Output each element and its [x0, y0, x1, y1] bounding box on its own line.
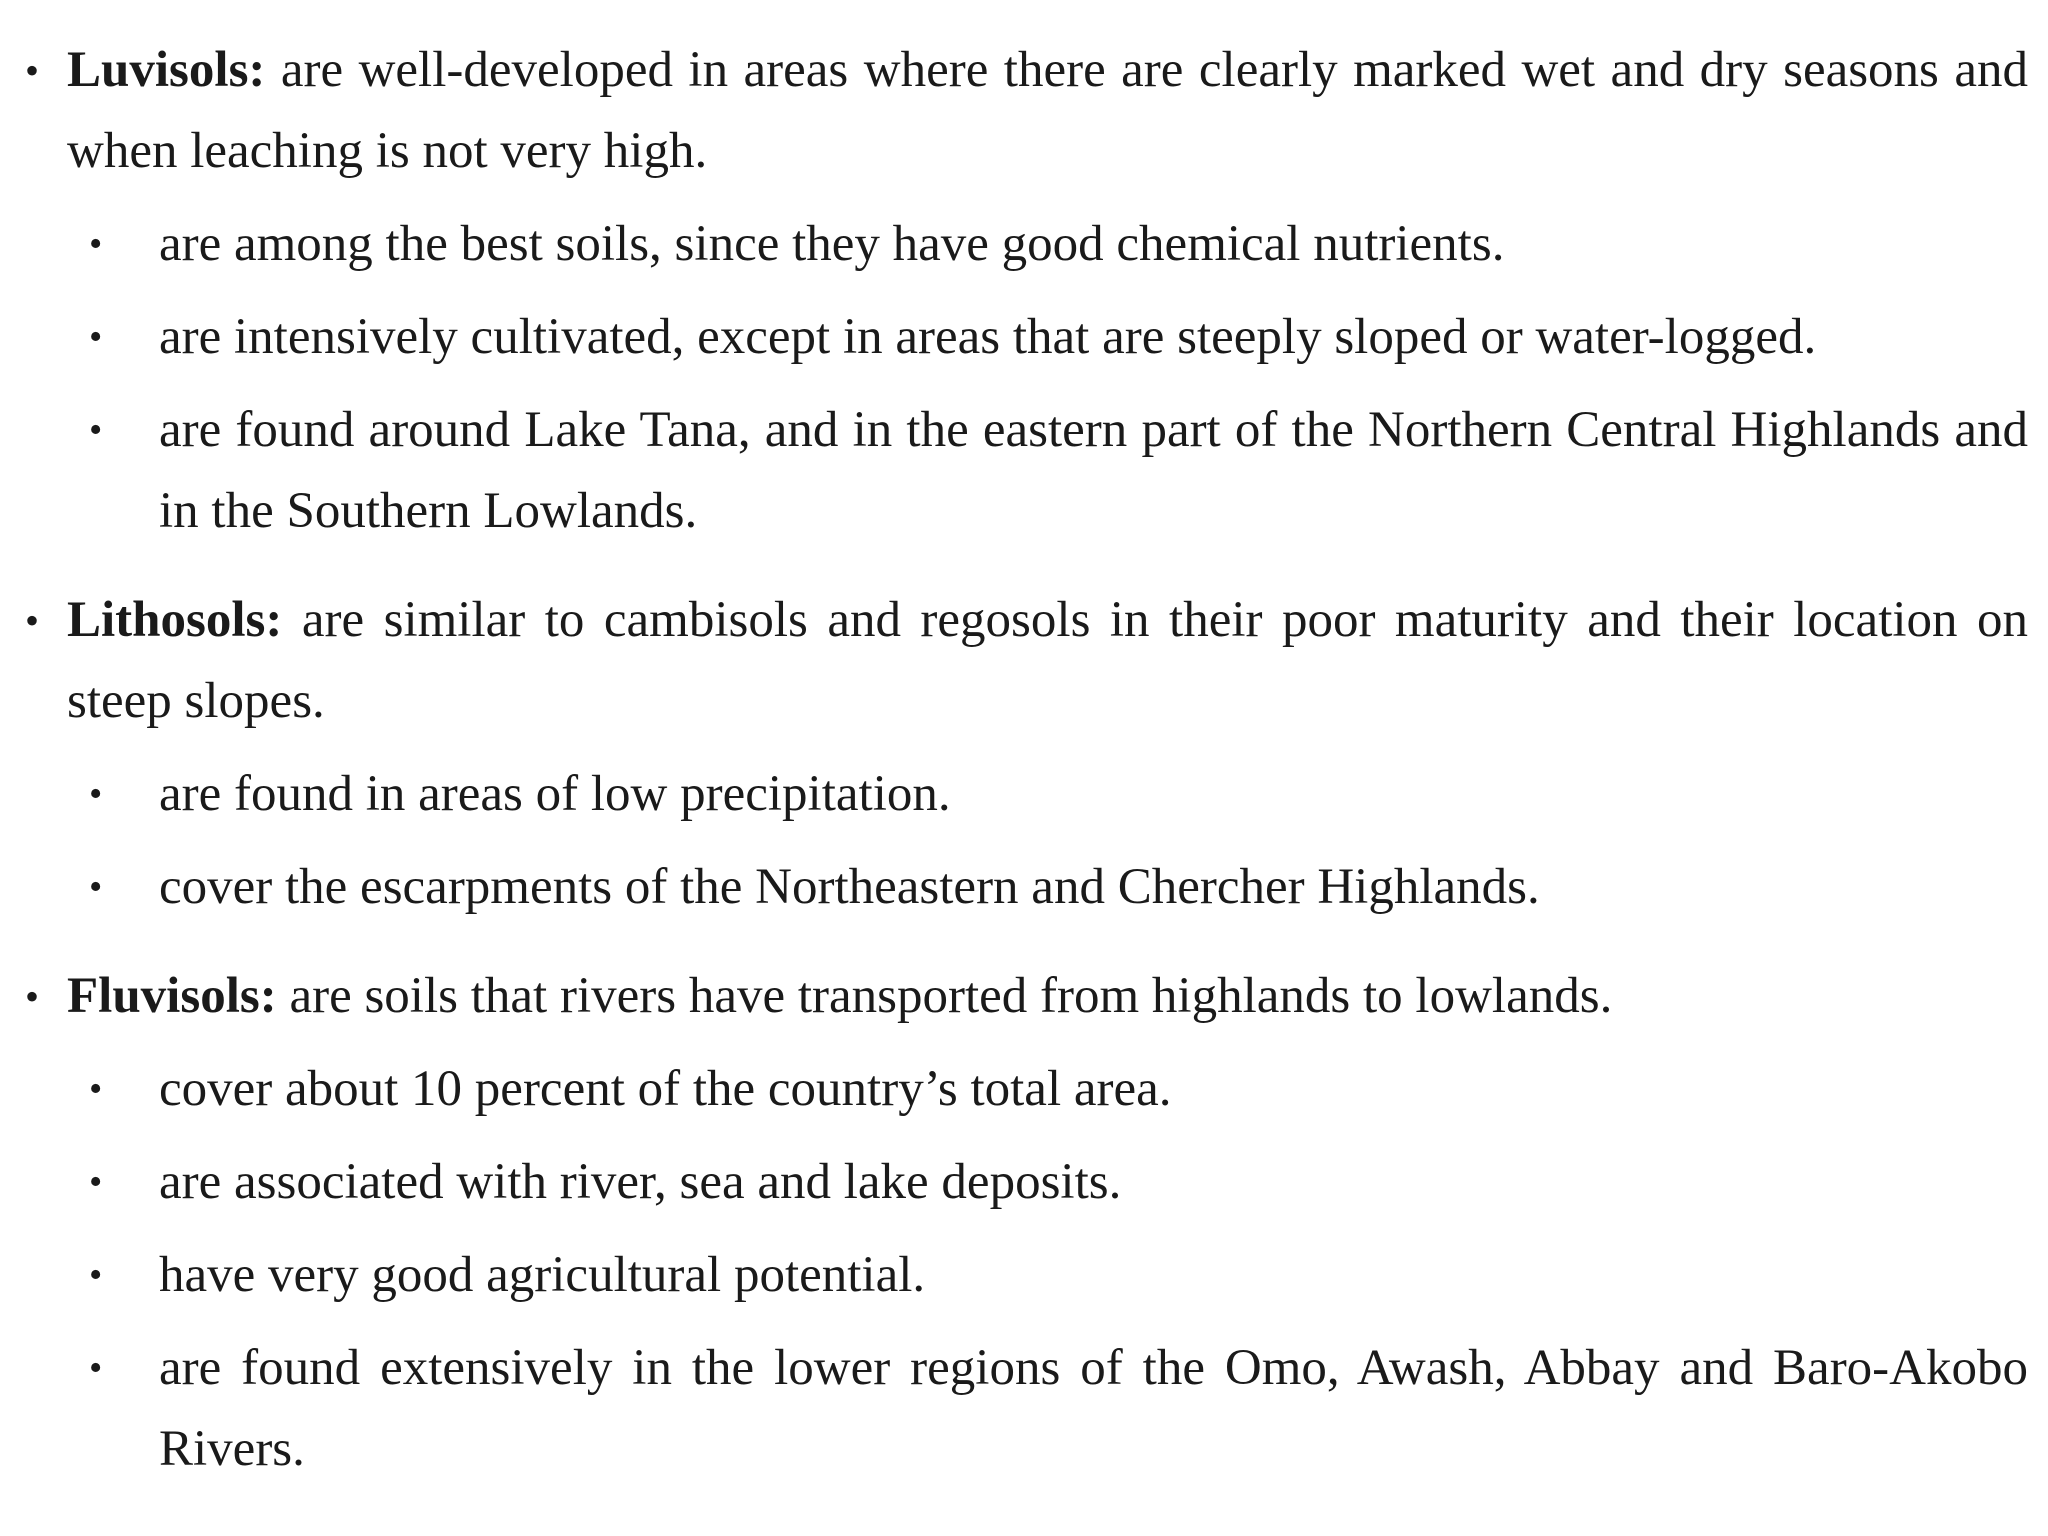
bullet-icon: •: [89, 1347, 103, 1389]
bullet-icon: •: [25, 974, 40, 1019]
list-item: [67, 204, 2028, 285]
term-label: Lithosols:: [67, 592, 283, 648]
term-label: Luvisols:: [67, 42, 266, 98]
section-paragraph: [67, 956, 2028, 1037]
list-item: [67, 847, 2028, 928]
list-item: [67, 1049, 2028, 1130]
soil-section-luvisols: [25, 30, 2028, 552]
sub-point-text: cover about 10 percent of the country’s total area.: [159, 1061, 1172, 1117]
sub-point-text: cover the escarpments of the Northeastern and Chercher Highlands.: [159, 859, 1540, 915]
bullet-icon: •: [89, 316, 103, 358]
sub-point-list: [67, 1049, 2028, 1490]
term-description: are soils that rivers have transported from highlands to lowlands.: [289, 968, 1613, 1024]
sub-point-text: are found around Lake Tana, and in the eastern part of the Northern Central Highlands and in the Southern Lowlands.: [159, 402, 2028, 539]
list-item: [67, 1328, 2028, 1490]
list-item: [67, 1142, 2028, 1223]
sub-point-list: [67, 754, 2028, 928]
sub-point-text: are among the best soils, since they have good chemical nutrients.: [159, 216, 1505, 272]
sub-point-list: [67, 204, 2028, 552]
bullet-icon: •: [25, 598, 40, 643]
section-paragraph: [67, 580, 2028, 742]
bullet-icon: •: [89, 1068, 103, 1110]
list-item: [67, 390, 2028, 552]
term-label: Fluvisols:: [67, 968, 277, 1024]
section-paragraph: [67, 30, 2028, 192]
bullet-icon: •: [89, 773, 103, 815]
bullet-icon: •: [89, 866, 103, 908]
bullet-icon: •: [89, 1254, 103, 1296]
soil-section-lithosols: [25, 580, 2028, 928]
bullet-icon: •: [89, 409, 103, 451]
list-item: [67, 297, 2028, 378]
bullet-icon: •: [25, 48, 40, 93]
term-description: are similar to cambisols and regosols in their poor maturity and their location on steep slopes.: [67, 592, 2029, 729]
term-description: are well-developed in areas where there are clearly marked wet and dry seasons and when leaching is not very high.: [67, 42, 2028, 179]
sub-point-text: are intensively cultivated, except in areas that are steeply sloped or water-logged.: [159, 309, 1817, 365]
sub-point-text: are associated with river, sea and lake deposits.: [159, 1154, 1122, 1210]
list-item: [67, 754, 2028, 835]
soil-section-fluvisols: [25, 956, 2028, 1490]
list-item: [67, 1235, 2028, 1316]
soil-types-list: [25, 30, 2028, 1490]
sub-point-text: are found in areas of low precipitation.: [159, 766, 951, 822]
sub-point-text: are found extensively in the lower regions of the Omo, Awash, Abbay and Baro-Akobo Rivers.: [159, 1340, 2028, 1477]
bullet-icon: •: [89, 223, 103, 265]
sub-point-text: have very good agricultural potential.: [159, 1247, 926, 1303]
bullet-icon: •: [89, 1161, 103, 1203]
